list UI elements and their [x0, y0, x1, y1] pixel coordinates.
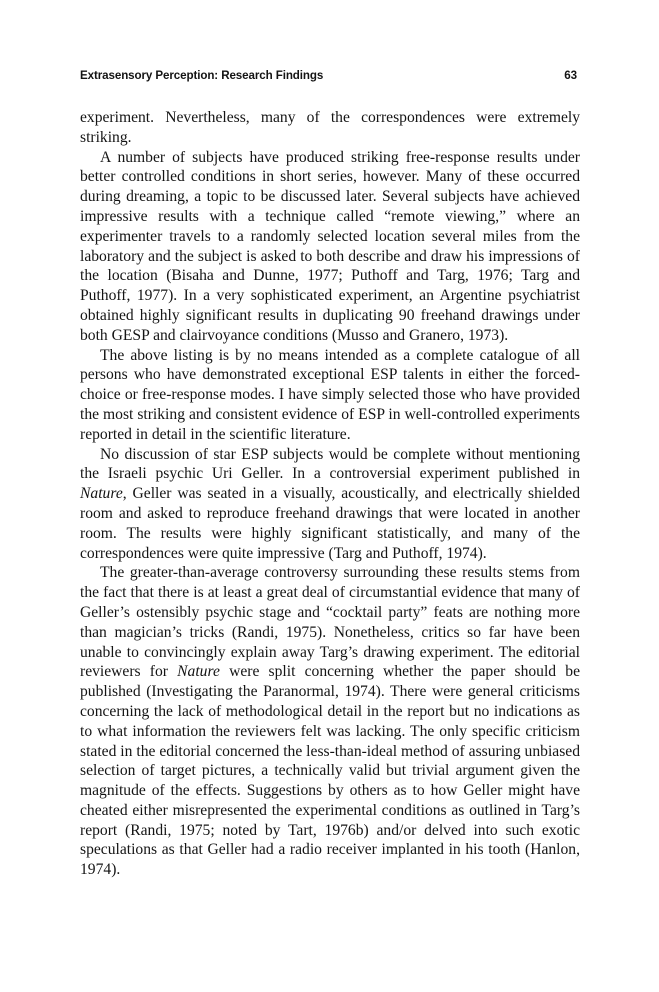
paragraph-3: The above listing is by no means intended as a complete catalogue of all persons who have demonstrated exceptional ESP talents in either the forced-choice or free-response modes. I have simply selected those who have provided the most striking and consistent evidence of ESP in well-controlled experiments reported in detail in the scientific literature. [80, 346, 580, 443]
paragraph-5-text-a: The greater-than-average controversy surrounding these results stems from the fact that there is at least a great deal of circumstantial evidence that many of Geller’s ostensibly psychic stage and “cocktail party” feats are nothing more than magician’s tricks (Randi, 1975). Nonetheless, critics so far have been unable to convincingly explain away Targ’s drawing experiment. The editorial reviewers for [80, 564, 580, 681]
paragraph-5 [80, 563, 580, 880]
paragraph-5-text-b: were split concerning whether the paper should be published (Investigating the Paranormal, 1974). There were general criticisms concerning the lack of methodological detail in the report but no indications as to what information the reviewers felt was lacking. The only specific criticism stated in the editorial concerned the less-than-ideal method of assuring unbiased selection of target pictures, a technically valid but trivial argument given the magnitude of the effects. Suggestions by others as to how Geller might have cheated either misrepresented the experimental conditions as outlined in Targ’s report (Randi, 1975; noted by Tart, 1976b) and/or delved into such exotic speculations as that Geller had a radio receiver implanted in his tooth (Hanlon, 1974). [80, 663, 580, 879]
running-head [80, 69, 580, 82]
paragraph-2: A number of subjects have produced striking free-response results under better controlled conditions in short series, however. Many of these occurred during dreaming, a topic to be discussed later. Several subjects have achieved impressive results with a technique called “remote viewing,” where an experimenter travels to a randomly selected location several miles from the laboratory and the subject is asked to both describe and draw his impressions of the location (Bisaha and Dunne, 1977; Puthoff and Targ, 1976; Targ and Puthoff, 1977). In a very sophisticated experiment, an Argentine psychiatrist obtained highly significant results in duplicating 90 freehand drawings under both GESP and clairvoyance conditions (Musso and Granero, 1973). [80, 148, 580, 344]
journal-title-nature: Nature [177, 663, 220, 681]
body-text [80, 108, 580, 880]
paragraph-4-text-b: , Geller was seated in a visually, acoustically, and electrically shielded room and asked to reproduce freehand drawings that were located in another room. The results were highly significant statistically, and many of the correspondences were quite impressive (Targ and Puthoff, 1974). [80, 485, 580, 562]
paragraph-4-text-a: No discussion of star ESP subjects would be complete without mentioning the Israeli psychic Uri Geller. In a controversial experiment published in [80, 445, 580, 483]
journal-title-nature: Nature [80, 485, 123, 503]
paragraph-4 [80, 445, 580, 564]
page-number: 63 [564, 69, 577, 82]
paragraph-1: experiment. Nevertheless, many of the correspondences were extremely striking. [80, 109, 580, 146]
running-title: Extrasensory Perception: Research Findings [80, 69, 324, 82]
